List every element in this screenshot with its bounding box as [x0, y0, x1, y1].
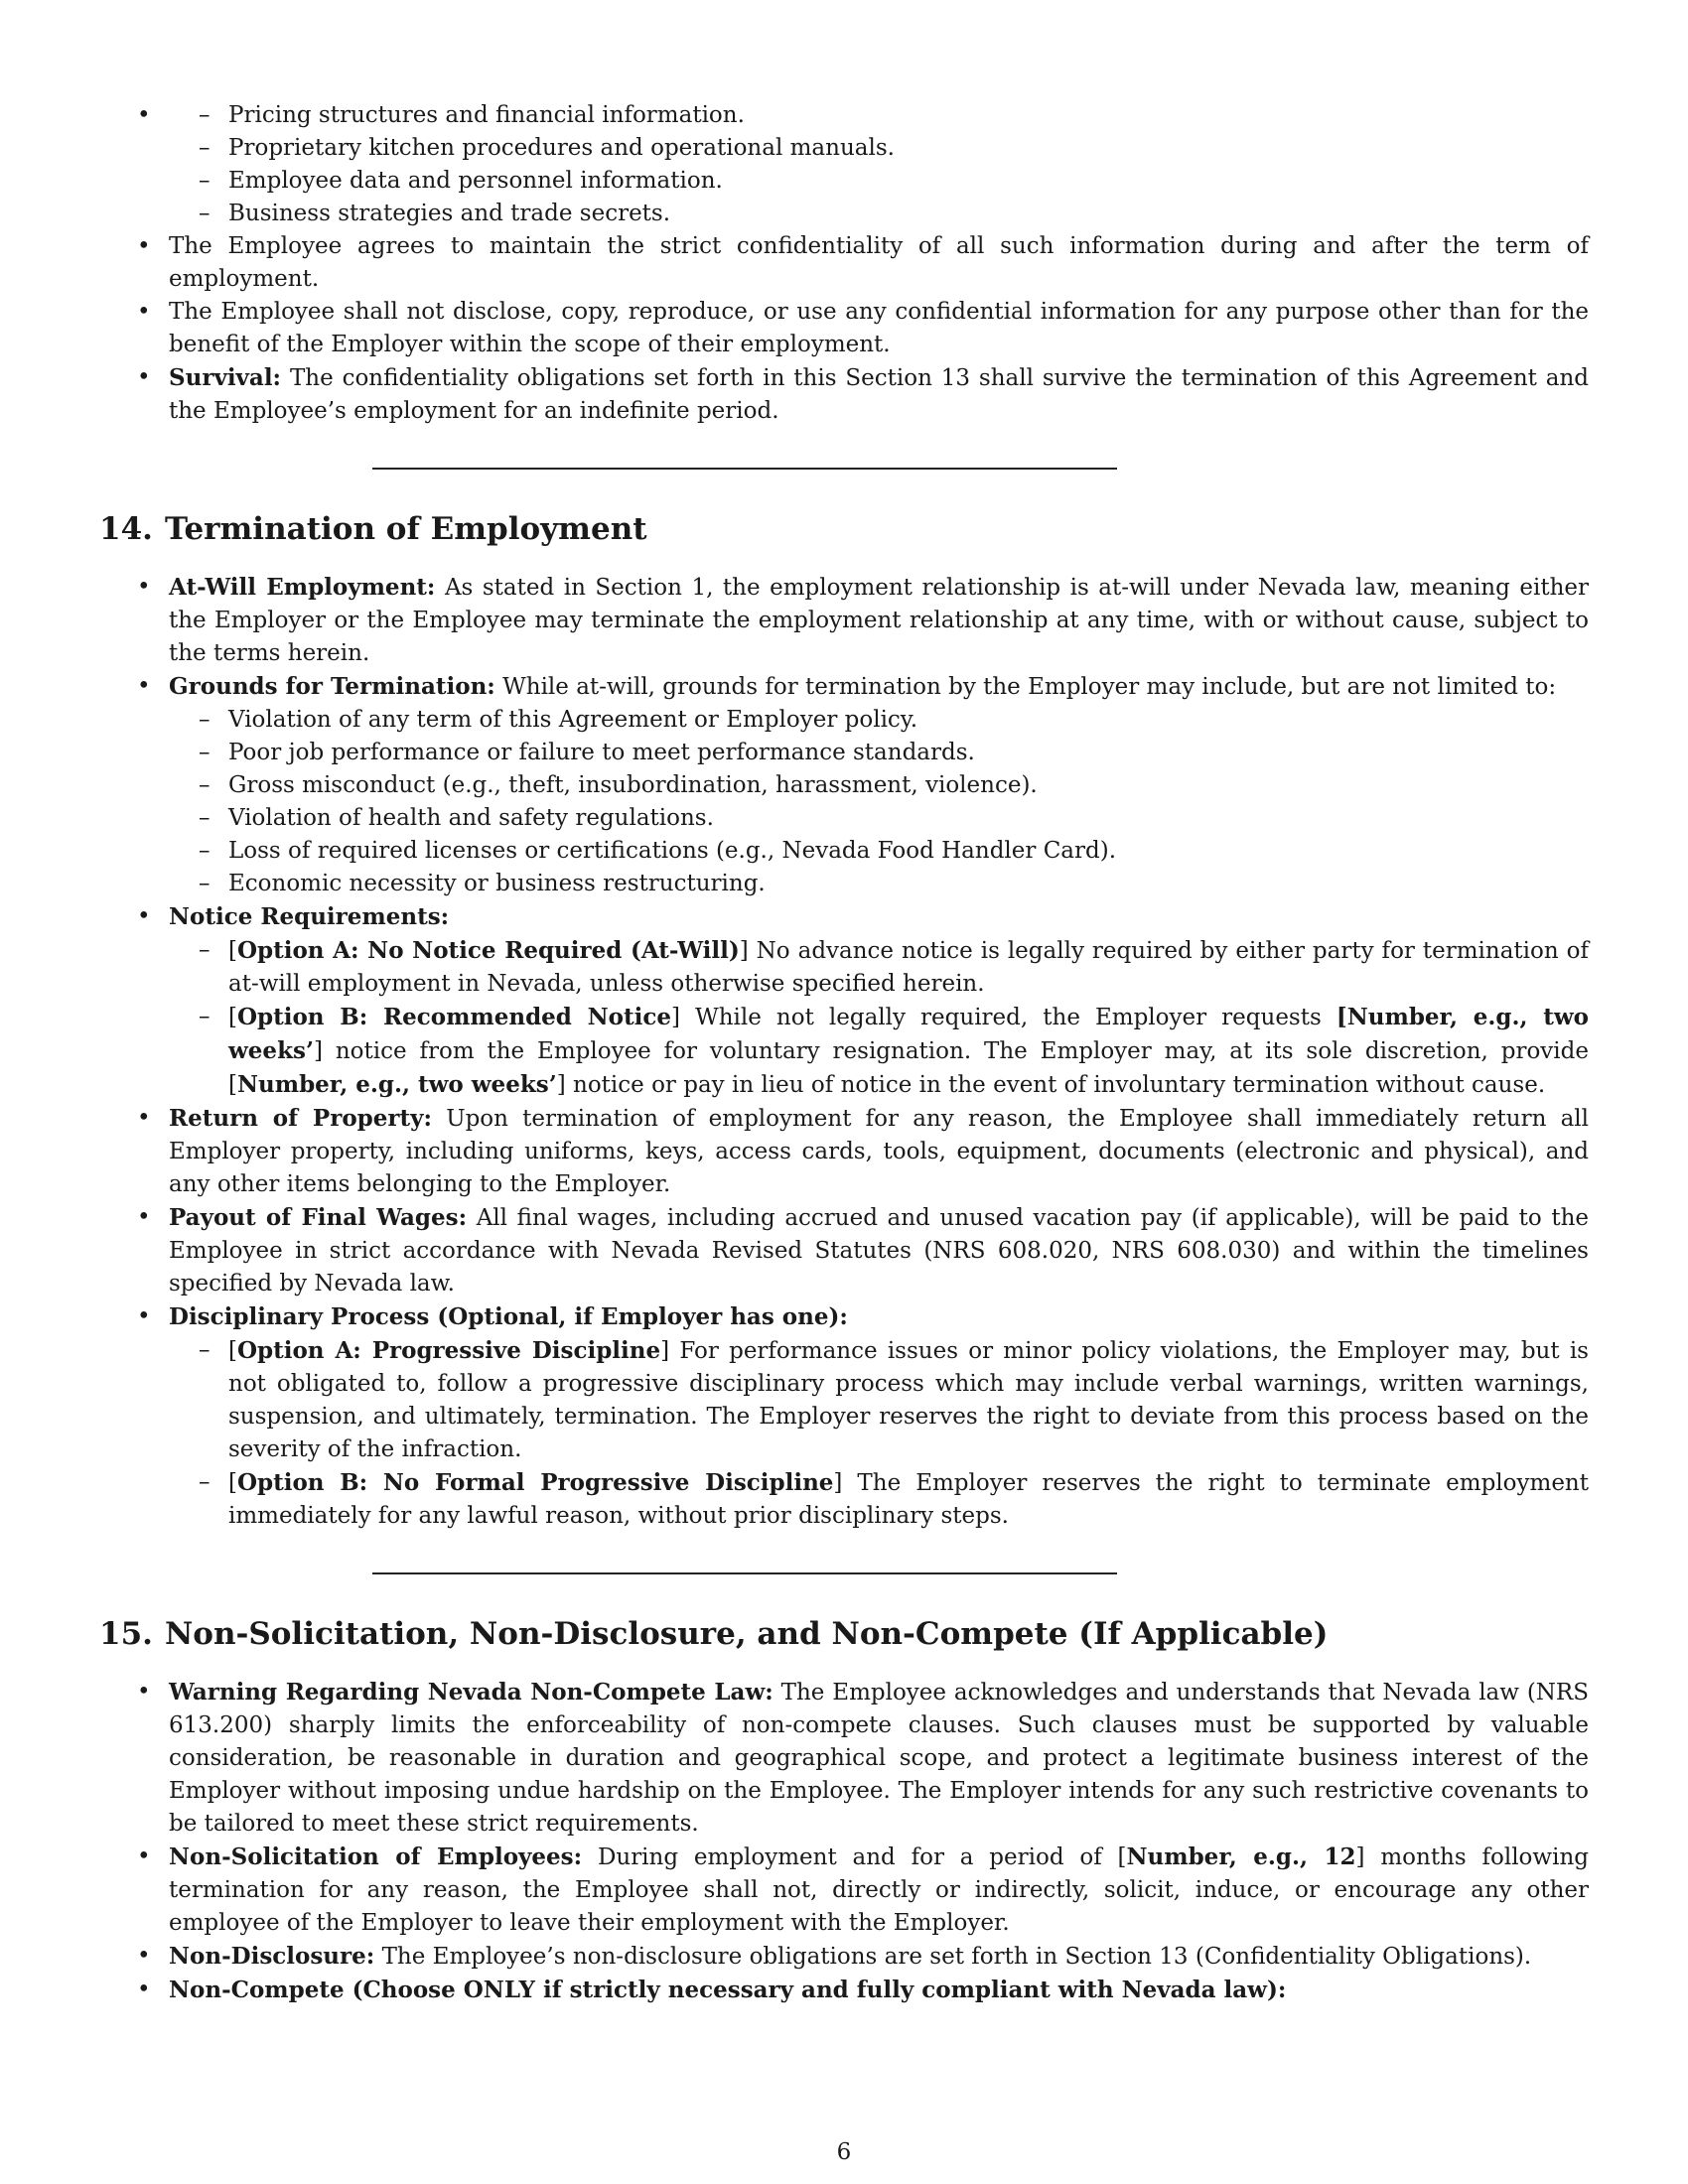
survival-paragraph: [169, 361, 1589, 428]
notice-option-a: – [Option A: No Notice Required (At-Will)] No advance notice is legally required by either party for termination of at-will employment in Nevada, unless otherwise specified herein.: [228, 937, 1589, 997]
sublist-text: Violation of any term of this Agreement or Employer policy.: [228, 707, 918, 733]
warning-text: The Employee acknowledges and understands that Nevada law (NRS 613.200) sharply limits the enforceability of non-compete clauses. Such clauses must be supported by valuable consideration, be reasonable in duration and geographical scope, and protect a legitimate business interest of the Employer without imposing undue hardship on the Employee. The Employer intends for any such restrictive covenants to be tailored to meet these strict requirements.: [169, 1680, 1589, 1837]
list-item: [99, 737, 1589, 769]
confidential-info-sublist: [99, 99, 1589, 230]
list-item: [99, 361, 1589, 428]
option-text: For performance issues or minor policy violations, the Employer may, but is not obligated to, follow a progressive disciplinary process which may include verbal warnings, written warnings, suspension, and ultimately, termination. The Employer reserves the right to deviate from this process based on the severity of the infraction.: [228, 1338, 1589, 1462]
option-text: The Employer reserves the right to terminate employment immediately for any lawful reason, without prior disciplinary steps.: [228, 1470, 1589, 1529]
list-item: [99, 1334, 1589, 1466]
nondisclosure-paragraph: [169, 1940, 1589, 1974]
sublist-text: Poor job performance or failure to meet performance standards.: [228, 740, 975, 765]
section-title: Non-Solicitation, Non-Disclosure, and Non-Compete (If Applicable): [164, 1616, 1329, 1652]
placeholder-text: Number, e.g., two weeks’: [228, 1004, 1590, 1064]
list-item: [99, 99, 1589, 132]
sublist-text: Business strategies and trade secrets.: [228, 201, 671, 226]
list-item: [99, 132, 1589, 165]
grounds-text: While at-will, grounds for termination by the Employer may include, but are not limited to:: [502, 674, 1557, 700]
notice-sublist: [99, 934, 1589, 1102]
option-label: Option A: No Notice Required (At-Will): [236, 937, 740, 964]
discipline-option-b: – [Option B: No Formal Progressive Discipline] The Employer reserves the right to terminate employment immediately for any lawful reason, without prior disciplinary steps.: [228, 1469, 1589, 1529]
list-item: [99, 1940, 1589, 1974]
section15-heading: [99, 1614, 1589, 1654]
property-text: Upon termination of employment for any reason, the Employee shall immediately return all Employer property, including uniforms, keys, access cards, tools, equipment, documents (electronic and physical), and any other items belonging to the Employer.: [169, 1106, 1590, 1197]
placeholder-text: Number, e.g., 12: [1126, 1843, 1356, 1870]
survival-label: Survival:: [169, 364, 282, 391]
section-number: 15.: [99, 1616, 153, 1652]
section-title: Termination of Employment: [164, 511, 647, 547]
list-item: [99, 165, 1589, 198]
list-item: [99, 571, 1589, 670]
disciplinary-label: Disciplinary Process (Optional, if Employer has one):: [169, 1303, 848, 1330]
nonsolicit-label: Non-Solicitation of Employees:: [169, 1843, 583, 1870]
option-label: Option A: Progressive Discipline: [236, 1337, 661, 1364]
sublist-text: Pricing structures and financial information.: [228, 102, 745, 128]
list-item: [99, 802, 1589, 835]
payout-label: Payout of Final Wages:: [169, 1204, 468, 1231]
warning-paragraph: [169, 1676, 1589, 1841]
section14-heading: [99, 509, 1589, 549]
sublist-text: Violation of health and safety regulations.: [228, 805, 714, 831]
property-paragraph: [169, 1102, 1589, 1201]
section14-list-cont2: [99, 1102, 1589, 1334]
list-item: [99, 296, 1589, 361]
sublist-text: Economic necessity or business restructuring.: [228, 871, 766, 896]
list-item: [99, 230, 1589, 296]
list-item: [99, 868, 1589, 900]
option-text: notice from the Employee for voluntary resignation. The Employer may, at its sole discretion, provide: [335, 1038, 1589, 1064]
sublist-text: Proprietary kitchen procedures and operational manuals.: [228, 135, 895, 161]
sublist-text: Employee data and personnel information.: [228, 168, 723, 194]
notice-option-b: – [Option B: Recommended Notice] While not legally required, the Employer requests [Number, e.g., two weeks’] notice from the Employee for voluntary resignation. The Employer may, at its sole discretion, provide [Number, e.g., two weeks’] notice or pay in lieu of notice in the event of involuntary termination without cause.: [228, 1004, 1590, 1098]
section14-list: [99, 571, 1589, 704]
list-item: [99, 670, 1589, 704]
property-label: Return of Property:: [169, 1105, 432, 1132]
list-item: [99, 704, 1589, 737]
list-item: [99, 1102, 1589, 1201]
discipline-option-a: – [Option A: Progressive Discipline] For performance issues or minor policy violations, the Employer may, but is not obligated to, follow a progressive disciplinary process which may include verbal warnings, written warnings, suspension, and ultimately, termination. The Employer reserves the right to deviate from this process based on the severity of the infraction.: [228, 1337, 1589, 1462]
list-item: [99, 1300, 1589, 1334]
list-item: [99, 934, 1589, 1001]
section-number: 14.: [99, 511, 153, 547]
at-will-paragraph: [169, 571, 1589, 670]
survival-text: The confidentiality obligations set forth in this Section 13 shall survive the termination of this Agreement and the Employee’s employment for an indefinite period.: [169, 365, 1589, 424]
section-divider: [372, 1572, 1117, 1574]
document-page: [99, 99, 1589, 2007]
list-item: [99, 1201, 1589, 1300]
option-text: notice or pay in lieu of notice in the event of involuntary termination without cause.: [573, 1072, 1546, 1098]
page-number: 6: [836, 2139, 852, 2165]
notice-label: Notice Requirements:: [169, 903, 450, 930]
at-will-label: At-Will Employment:: [169, 574, 436, 601]
list-item: [99, 1466, 1589, 1533]
grounds-sublist: [99, 704, 1589, 900]
nonsolicit-text: During employment and for a period of: [597, 1844, 1102, 1870]
warning-label: Warning Regarding Nevada Non-Compete Law:: [169, 1679, 774, 1706]
grounds-label: Grounds for Termination:: [169, 673, 495, 700]
list-item: [99, 900, 1589, 934]
sublist-text: Loss of required licenses or certifications (e.g., Nevada Food Handler Card).: [228, 838, 1117, 864]
nondisclosure-text: The Employee’s non-disclosure obligations are set forth in Section 13 (Confidentiality Obligations).: [381, 1944, 1532, 1970]
section-divider: [372, 468, 1117, 470]
no-disclosure-text: • The Employee shall not disclose, copy, reproduce, or use any confidential information for any purpose other than for the benefit of the Employer within the scope of their employment.: [169, 299, 1589, 357]
list-item: [99, 1974, 1589, 2007]
list-item: [99, 198, 1589, 230]
option-text: While not legally required, the Employer requests: [695, 1005, 1322, 1030]
option-label: Option B: No Formal Progressive Discipline: [236, 1469, 834, 1496]
placeholder-text: Number, e.g., two weeks’: [236, 1071, 557, 1098]
confidentiality-text: • The Employee agrees to maintain the strict confidentiality of all such information during and after the term of employment.: [169, 233, 1589, 292]
option-text: No advance notice is legally required by either party for termination of at-will employment in Nevada, unless otherwise specified herein.: [228, 938, 1589, 997]
noncompete-label: Non-Compete (Choose ONLY if strictly necessary and fully compliant with Nevada law):: [169, 1977, 1287, 2003]
at-will-text: As stated in Section 1, the employment relationship is at-will under Nevada law, meaning either the Employer or the Employee may terminate the employment relationship at any time, with or without cause, subject to the terms herein.: [169, 575, 1589, 666]
list-item: [99, 769, 1589, 802]
list-item: [99, 99, 1589, 230]
disciplinary-sublist: [99, 1334, 1589, 1533]
notice-paragraph: [169, 900, 1589, 934]
sublist-text: Gross misconduct (e.g., theft, insubordination, harassment, violence).: [228, 772, 1038, 798]
section15-list: [99, 1676, 1589, 2007]
payout-text: All final wages, including accrued and unused vacation pay (if applicable), will be paid to the Employee in strict accordance with Nevada Revised Statutes (NRS 608.020, NRS 608.030) and within the timelines specified by Nevada law.: [169, 1205, 1589, 1297]
section14-list-cont: [99, 900, 1589, 934]
grounds-paragraph: [169, 670, 1589, 704]
nondisclosure-label: Non-Disclosure:: [169, 1943, 375, 1970]
section13-tail-list: [99, 99, 1589, 428]
option-label: Option B: Recommended Notice: [236, 1004, 672, 1030]
nonsolicit-paragraph: • Non-Solicitation of Employees: During employment and for a period of [Number, e.g., 12] months following termination for any reason, the Employee shall not, directly or indirectly, solicit, induce, or encourage any other employee of the Employer to leave their employment with the Employer.: [169, 1843, 1589, 1936]
list-item: [99, 1676, 1589, 1841]
list-item: [99, 835, 1589, 868]
list-item: [99, 1841, 1589, 1940]
payout-paragraph: [169, 1201, 1589, 1300]
disciplinary-paragraph: [169, 1300, 1589, 1334]
noncompete-paragraph: [169, 1974, 1589, 2007]
list-item: [99, 1001, 1589, 1102]
nonsolicit-text: months following termination for any reason, the Employee shall not, directly or indirectly, solicit, induce, or encourage any other employee of the Employer to leave their employment with the Employer.: [169, 1844, 1589, 1936]
